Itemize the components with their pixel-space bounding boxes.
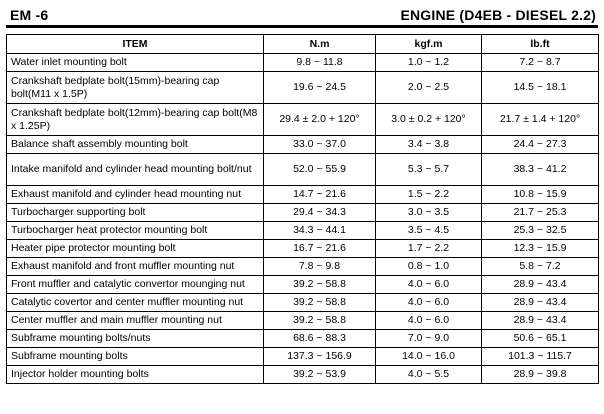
table-row xyxy=(7,330,599,348)
kgfm-cell: 1.5 ~ 2.2 xyxy=(376,186,482,204)
nm-cell: 14.7 ~ 21.6 xyxy=(264,186,376,204)
item-cell: Exhaust manifold and front muffler mounting nut xyxy=(7,258,264,276)
kgfm-cell: 4.0 ~ 5.5 xyxy=(376,366,482,384)
kgfm-cell: 4.0 ~ 6.0 xyxy=(376,276,482,294)
lbft-cell: 21.7 ~ 25.3 xyxy=(482,204,599,222)
table-row xyxy=(7,104,599,136)
table-row xyxy=(7,154,599,186)
nm-cell: 19.6 ~ 24.5 xyxy=(264,72,376,104)
nm-cell: 34.3 ~ 44.1 xyxy=(264,222,376,240)
column-header-lbft: lb.ft xyxy=(482,35,599,54)
table-row xyxy=(7,366,599,384)
page-number: EM -6 xyxy=(10,7,49,23)
nm-cell: 9.8 ~ 11.8 xyxy=(264,54,376,72)
item-cell: Subframe mounting bolts/nuts xyxy=(7,330,264,348)
item-cell: Center muffler and main muffler mounting nut xyxy=(7,312,264,330)
table-row xyxy=(7,72,599,104)
kgfm-cell: 3.0 ~ 3.5 xyxy=(376,204,482,222)
kgfm-cell: 14.0 ~ 16.0 xyxy=(376,348,482,366)
table-row xyxy=(7,258,599,276)
item-cell: Catalytic covertor and center muffler mounting nut xyxy=(7,294,264,312)
header-rule xyxy=(6,25,598,28)
kgfm-cell: 5.3 ~ 5.7 xyxy=(376,154,482,186)
lbft-cell: 101.3 ~ 115.7 xyxy=(482,348,599,366)
nm-cell: 68.6 ~ 88.3 xyxy=(264,330,376,348)
torque-spec-table xyxy=(6,34,599,384)
item-cell: Intake manifold and cylinder head mounting bolt/nut xyxy=(7,154,264,186)
item-cell: Water inlet mounting bolt xyxy=(7,54,264,72)
kgfm-cell: 2.0 ~ 2.5 xyxy=(376,72,482,104)
nm-cell: 52.0 ~ 55.9 xyxy=(264,154,376,186)
item-cell: Crankshaft bedplate bolt(15mm)-bearing cap bolt(M11 x 1.5P) xyxy=(7,72,264,104)
table-row xyxy=(7,294,599,312)
nm-cell: 29.4 ± 2.0 + 120° xyxy=(264,104,376,136)
item-cell: Heater pipe protector mounting bolt xyxy=(7,240,264,258)
item-cell: Crankshaft bedplate bolt(12mm)-bearing cap bolt(M8 x 1.25P) xyxy=(7,104,264,136)
kgfm-cell: 4.0 ~ 6.0 xyxy=(376,312,482,330)
kgfm-cell: 3.5 ~ 4.5 xyxy=(376,222,482,240)
lbft-cell: 25.3 ~ 32.5 xyxy=(482,222,599,240)
header-row xyxy=(7,35,599,54)
item-cell: Subframe mounting bolts xyxy=(7,348,264,366)
table-row xyxy=(7,204,599,222)
lbft-cell: 14.5 ~ 18.1 xyxy=(482,72,599,104)
lbft-cell: 12.3 ~ 15.9 xyxy=(482,240,599,258)
table-header xyxy=(7,35,599,54)
table-row xyxy=(7,54,599,72)
item-cell: Balance shaft assembly mounting bolt xyxy=(7,136,264,154)
kgfm-cell: 1.7 ~ 2.2 xyxy=(376,240,482,258)
lbft-cell: 24.4 ~ 27.3 xyxy=(482,136,599,154)
table-row xyxy=(7,186,599,204)
kgfm-cell: 3.0 ± 0.2 + 120° xyxy=(376,104,482,136)
item-cell: Injector holder mounting bolts xyxy=(7,366,264,384)
lbft-cell: 28.9 ~ 43.4 xyxy=(482,294,599,312)
lbft-cell: 7.2 ~ 8.7 xyxy=(482,54,599,72)
column-header-kgfm: kgf.m xyxy=(376,35,482,54)
lbft-cell: 28.9 ~ 43.4 xyxy=(482,312,599,330)
nm-cell: 39.2 ~ 58.8 xyxy=(264,294,376,312)
table-body xyxy=(7,54,599,384)
table-row xyxy=(7,222,599,240)
nm-cell: 137.3 ~ 156.9 xyxy=(264,348,376,366)
table-row xyxy=(7,348,599,366)
page-header xyxy=(6,0,598,30)
item-cell: Turbocharger supporting bolt xyxy=(7,204,264,222)
table-row xyxy=(7,312,599,330)
kgfm-cell: 1.0 ~ 1.2 xyxy=(376,54,482,72)
table-row xyxy=(7,136,599,154)
lbft-cell: 50.6 ~ 65.1 xyxy=(482,330,599,348)
kgfm-cell: 4.0 ~ 6.0 xyxy=(376,294,482,312)
item-cell: Exhaust manifold and cylinder head mounting nut xyxy=(7,186,264,204)
nm-cell: 16.7 ~ 21.6 xyxy=(264,240,376,258)
nm-cell: 33.0 ~ 37.0 xyxy=(264,136,376,154)
section-title: ENGINE (D4EB - DIESEL 2.2) xyxy=(400,7,596,23)
nm-cell: 39.2 ~ 58.8 xyxy=(264,312,376,330)
kgfm-cell: 7.0 ~ 9.0 xyxy=(376,330,482,348)
lbft-cell: 28.9 ~ 39.8 xyxy=(482,366,599,384)
item-cell: Front muffler and catalytic convertor mounging nut xyxy=(7,276,264,294)
lbft-cell: 28.9 ~ 43.4 xyxy=(482,276,599,294)
column-header-item: ITEM xyxy=(7,35,264,54)
kgfm-cell: 0.8 ~ 1.0 xyxy=(376,258,482,276)
table-row xyxy=(7,276,599,294)
lbft-cell: 38.3 ~ 41.2 xyxy=(482,154,599,186)
nm-cell: 29.4 ~ 34.3 xyxy=(264,204,376,222)
item-cell: Turbocharger heat protector mounting bolt xyxy=(7,222,264,240)
nm-cell: 39.2 ~ 58.8 xyxy=(264,276,376,294)
lbft-cell: 10.8 ~ 15.9 xyxy=(482,186,599,204)
lbft-cell: 21.7 ± 1.4 + 120° xyxy=(482,104,599,136)
nm-cell: 39.2 ~ 53.9 xyxy=(264,366,376,384)
lbft-cell: 5.8 ~ 7.2 xyxy=(482,258,599,276)
table-row xyxy=(7,240,599,258)
nm-cell: 7.8 ~ 9.8 xyxy=(264,258,376,276)
kgfm-cell: 3.4 ~ 3.8 xyxy=(376,136,482,154)
column-header-nm: N.m xyxy=(264,35,376,54)
